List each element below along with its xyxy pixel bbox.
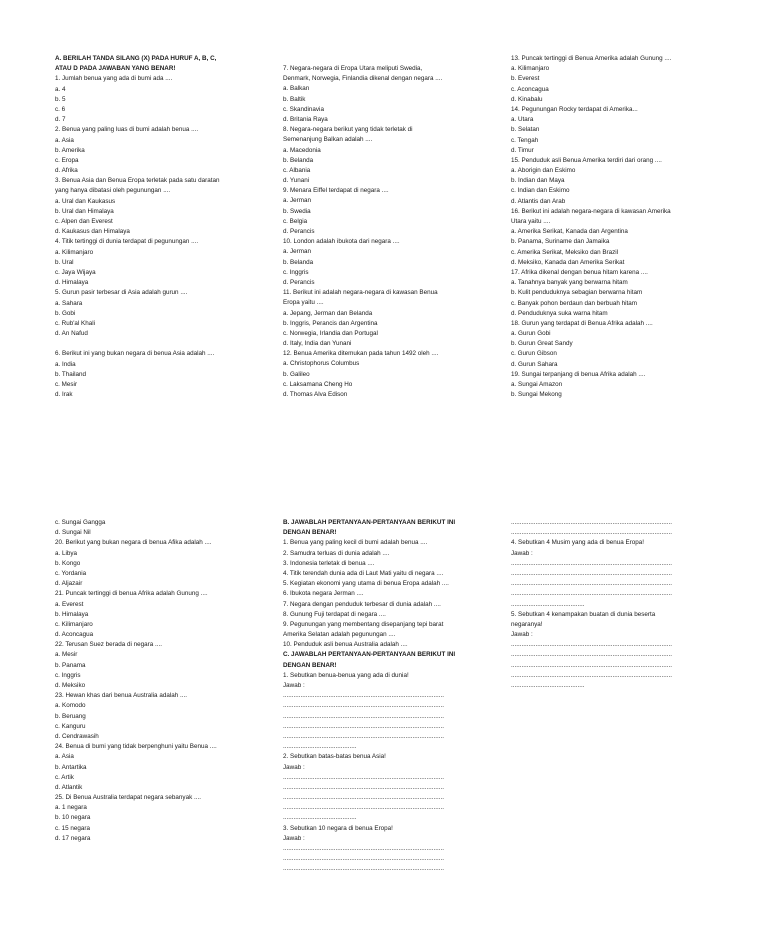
text-line: Jawab :: [283, 834, 305, 842]
text-line: b. Sungai Mekong: [511, 391, 562, 399]
text-line: d. Atlantik: [55, 783, 83, 791]
text-line: b. Panama, Suriname dan Jamaika: [511, 238, 610, 246]
text-line: c. Sungai Gangga: [55, 519, 106, 526]
text-line: a. Balkan: [283, 85, 310, 93]
text-line: 13. Puncak tertinggi di Benua Amerika adalah Gunung ....: [511, 55, 672, 62]
text-line: 16. Berikut ini adalah negara-negara di kawasan Amerika: [511, 207, 671, 215]
text-line: b. Galileo: [283, 370, 310, 378]
text-line: c. Kilimanjaro: [55, 620, 93, 628]
text-line: 1. Jumlah benua yang ada di bumi ada ....: [55, 75, 173, 83]
text-line: a. Asia: [55, 136, 74, 144]
text-line: DENGAN BENAR!: [283, 661, 337, 669]
text-line: b. Kulit penduduknya sebagian berwarna hitam: [511, 289, 643, 297]
text-line: a. Sungai Amazon: [511, 381, 563, 388]
text-line: d. Italy, India dan Yunani: [283, 340, 352, 348]
text-line: ............................................................................................: [283, 702, 444, 710]
column-top-right: [511, 54, 671, 400]
text-line: c. Rub'al Khali: [55, 319, 96, 327]
text-line: B. JAWABLAH PERTANYAAN-PERTANYAAN BERIKUT INI: [283, 519, 456, 526]
text-line: a. Libya: [55, 549, 78, 557]
text-line: c. Mesir: [55, 381, 78, 388]
text-line: b. Inggris, Perancis dan Argentina: [283, 319, 378, 327]
text-line: 17. Afrika dikenal dengan benua hitam karena ....: [511, 268, 648, 276]
text-line: c. Amerika Serikat, Meksiko dan Brazil: [511, 248, 619, 256]
text-line: d. Meksiko, Kanada dan Amerika Serikat: [511, 258, 625, 266]
text-line: ..........................................: [283, 743, 357, 751]
text-line: a. Jepang, Jerman dan Belanda: [283, 309, 373, 317]
text-line: yang hanya dibatasi oleh pegunungan ....: [55, 187, 171, 195]
text-line: d. Kaukasus dan Himalaya: [55, 228, 130, 236]
text-line: Jawab :: [283, 763, 305, 771]
text-line: b. Indian dan Maya: [511, 177, 565, 185]
text-line: ATAU D PADA JAWABAN YANG BENAR!: [55, 65, 176, 73]
text-line: DENGAN BENAR!: [283, 529, 337, 537]
text-line: 9. Pegunungan yang membentang disepanjang tepi barat: [283, 620, 444, 628]
text-line: a. Kilimanjaro: [55, 248, 94, 256]
text-line: d. Meksiko: [55, 682, 86, 689]
text-line: 18. Gurun yang terdapat di Benua Afrika adalah ....: [511, 319, 653, 327]
text-line: a. Asia: [55, 753, 74, 761]
text-line: d. Afrika: [55, 167, 78, 175]
text-line: 10. London adalah ibukota dari negara ....: [283, 238, 400, 246]
text-line: d. Timur: [511, 146, 534, 154]
text-line: 1. Sebutkan benua-benua yang ada di dunia!: [283, 671, 409, 679]
text-line: c. Artik: [55, 773, 74, 781]
text-line: Denmark, Norwegia, Finlandia dikenal dengan negara ....: [283, 75, 443, 83]
text-line: ............................................................................................: [283, 865, 444, 873]
text-line: ............................................................................................: [511, 661, 672, 669]
text-line: ............................................................................................: [283, 855, 444, 863]
text-line: c. Albania: [283, 166, 311, 174]
text-line: d. An Nafud: [55, 330, 88, 338]
text-line: 6. Berikut ini yang bukan negara di benua Asia adalah ....: [55, 350, 215, 358]
text-line: Amerika Selatan adalah pegunungan ....: [283, 631, 396, 639]
text-line: b. Swedia: [283, 207, 311, 215]
text-line: 9. Menara Eiffel terdapat di negara ....: [283, 187, 389, 195]
text-line: 8. Gunung Fuji terdapat di negara ....: [283, 610, 386, 618]
text-line: 24. Benua di bumi yang tidak berpenghuni yaitu Benua ....: [55, 743, 217, 751]
text-line: d. Aljazair: [55, 580, 83, 588]
text-line: 7. Negara-negara di Eropa Utara meliputi Swedia,: [283, 65, 423, 72]
text-line: 6. Ibukota negara Jerman ....: [283, 590, 364, 598]
text-line: 11. Berikut ini adalah negara-negara di kawasan Benua: [283, 289, 438, 297]
text-line: 20. Berikut yang bukan negara di benua Afika adalah ....: [55, 539, 212, 547]
text-line: b. Everest: [511, 75, 540, 83]
text-line: c. Indian dan Eskimo: [511, 187, 570, 195]
text-line: Semenanjung Balkan adalah ....: [283, 136, 373, 144]
text-line: d. Cendrawasih: [55, 732, 99, 740]
text-line: Jawab :: [283, 682, 305, 689]
text-line: b. Amerika: [55, 146, 85, 154]
text-line: [55, 339, 220, 349]
text-line: 1. Benua yang paling kecil di bumi adalah benua ....: [283, 539, 428, 547]
text-line: b. Selatan: [511, 126, 540, 134]
text-line: d. Aconcagua: [55, 631, 94, 639]
text-line: d. 7: [55, 116, 66, 124]
text-line: ..........................................: [283, 814, 357, 822]
text-line: 3. Indonesia terletak di benua ....: [283, 559, 375, 567]
text-line: b. Ural: [55, 258, 74, 266]
text-line: 4. Sebutkan 4 Musim yang ada di benua Eropa!: [511, 539, 645, 547]
text-line: a. Jerman: [283, 197, 311, 205]
text-line: c. Inggris: [283, 268, 309, 276]
text-line: 5. Gurun pasir terbesar di Asia adalah gurun ....: [55, 289, 188, 297]
text-line: ..........................................: [511, 682, 585, 689]
text-line: c. Jaya Wijaya: [55, 268, 96, 276]
text-line: c. Tengah: [511, 136, 539, 144]
text-line: b. Panama: [55, 661, 86, 669]
text-line: 19. Sungai terpanjang di benua Afrika adalah ....: [511, 370, 646, 378]
text-line: b. 10 negara: [55, 814, 91, 822]
text-line: ............................................................................................: [511, 569, 672, 577]
text-line: a. Amerika Serikat, Kanada dan Argentina: [511, 228, 628, 236]
column-top-left: [55, 54, 220, 400]
text-line: 4. Titik tertinggi di dunia terdapat di pegunungan ....: [55, 238, 199, 246]
text-line: d. Perancis: [283, 228, 315, 235]
text-line: c. Banyak pohon berdaun dan berbuah hitam: [511, 299, 638, 307]
text-line: d. Thomas Alva Edison: [283, 391, 348, 398]
text-line: d. Irak: [55, 391, 73, 399]
text-line: ............................................................................................: [283, 732, 444, 740]
text-line: d. Britania Raya: [283, 115, 328, 123]
text-line: b. Belanda: [283, 156, 314, 164]
text-line: ............................................................................................: [283, 692, 444, 700]
text-line: b. 5: [55, 95, 66, 103]
text-line: a. Everest: [55, 600, 84, 608]
text-line: a. India: [55, 360, 76, 368]
text-line: 14. Pegunungan Rocky terdapat di Amerika...: [511, 105, 638, 113]
text-line: d. 17 negara: [55, 834, 91, 842]
column-bottom-right: [511, 518, 672, 691]
text-line: b. Beruang: [55, 712, 86, 720]
text-line: A. BERILAH TANDA SILANG (X) PADA HURUF A, B, C,: [55, 55, 217, 62]
text-line: a. Sahara: [55, 299, 83, 307]
text-line: 21. Puncak tertinggi di benua Afrika adalah Gunung ....: [55, 590, 208, 598]
text-line: c. 6: [55, 105, 66, 113]
text-line: ............................................................................................: [283, 794, 444, 802]
text-line: ............................................................................................: [283, 712, 444, 720]
text-line: b. Antartika: [55, 763, 87, 771]
text-line: d. Yunani: [283, 177, 310, 185]
column-bottom-middle: [283, 518, 455, 875]
text-line: a. Tanahnya banyak yang berwarna hitam: [511, 279, 628, 287]
text-line: d. Penduduknya suka warna hitam: [511, 309, 608, 317]
text-line: 3. Sebutkan 10 negara di benua Eropa!: [283, 824, 393, 832]
text-line: ............................................................................................: [283, 845, 444, 852]
text-line: c. Alpen dan Everest: [55, 218, 113, 225]
text-line: a. 1 negara: [55, 804, 87, 812]
text-line: a. Komodo: [55, 702, 86, 710]
text-line: ............................................................................................: [511, 519, 672, 526]
text-line: ............................................................................................: [511, 671, 672, 679]
text-line: 15. Penduduk asli Benua Amerika terdiri dari orang ....: [511, 156, 662, 164]
text-line: ............................................................................................: [511, 590, 672, 598]
column-top-middle: [283, 64, 442, 400]
text-line: a. Gurun Gobi: [511, 330, 551, 338]
text-line: d. Atlantis dan Arab: [511, 197, 566, 205]
text-line: Eropa yaitu ....: [283, 299, 324, 307]
text-line: ............................................................................................: [511, 559, 672, 567]
text-line: ..........................................: [511, 600, 585, 608]
text-line: d. Perancis: [283, 278, 315, 286]
text-line: c. Norwegia, Irlandia dan Portugal: [283, 329, 378, 337]
text-line: a. Ural dan Kaukasus: [55, 197, 116, 205]
text-line: 10. Penduduk asli benua Australia adalah ....: [283, 641, 408, 649]
text-line: ............................................................................................: [511, 641, 672, 649]
text-line: ............................................................................................: [283, 722, 444, 730]
text-line: ............................................................................................: [511, 529, 672, 537]
text-line: Utara yaitu ....: [511, 218, 551, 225]
text-line: d. Gurun Sahara: [511, 360, 558, 368]
text-line: Jawab :: [511, 631, 533, 639]
text-line: ............................................................................................: [511, 651, 672, 659]
text-line: a. Aborigin dan Eskimo: [511, 167, 576, 175]
text-line: 23. Hewan khas dari benua Australia adalah ....: [55, 692, 187, 700]
column-bottom-left: [55, 518, 217, 844]
text-line: d. Kinabalu: [511, 95, 543, 103]
text-line: 22. Terusan Suez berada di negara ....: [55, 641, 163, 649]
text-line: c. Kanguru: [55, 722, 86, 730]
text-line: 2. Samudra terluas di dunia adalah ....: [283, 549, 390, 557]
text-line: ............................................................................................: [283, 773, 444, 781]
text-line: ............................................................................................: [283, 804, 444, 812]
text-line: b. Gurun Great Sandy: [511, 340, 573, 348]
text-line: a. Macedonia: [283, 146, 321, 154]
text-line: 7. Negara dengan penduduk terbesar di dunia adalah ....: [283, 600, 441, 608]
text-line: b. Thailand: [55, 370, 87, 378]
text-line: c. Gurun Gibson: [511, 350, 557, 358]
text-line: c. Inggris: [55, 671, 81, 679]
text-line: a. Jerman: [283, 248, 311, 256]
text-line: b. Ural dan Himalaya: [55, 207, 114, 215]
text-line: ............................................................................................: [283, 783, 444, 791]
text-line: b. Baltik: [283, 95, 306, 103]
text-line: Jawab :: [511, 549, 533, 557]
text-line: negaranya!: [511, 620, 543, 628]
text-line: ............................................................................................: [511, 580, 672, 588]
text-line: c. Laksamana Cheng Ho: [283, 380, 353, 388]
text-line: b. Belanda: [283, 258, 314, 266]
text-line: 2. Sebutkan batas-batas benua Asia!: [283, 753, 386, 761]
text-line: a. Mesir: [55, 651, 78, 659]
text-line: b. Gobi: [55, 309, 76, 317]
text-line: d. Himalaya: [55, 279, 89, 287]
text-line: 5. Sebutkan 4 kenampakan buatan di dunia beserta: [511, 610, 656, 618]
text-line: 8. Negara-negara berikut yang tidak terletak di: [283, 126, 413, 134]
text-line: a. Kilimanjaro: [511, 65, 550, 73]
text-line: c. Aconcagua: [511, 85, 549, 93]
text-line: C. JAWABLAH PERTANYAAN-PERTANYAAN BERIKUT INI: [283, 651, 456, 659]
text-line: a. Utara: [511, 116, 534, 124]
text-line: 12. Benua Amerika ditemukan pada tahun 1492 oleh ....: [283, 350, 439, 358]
text-line: c. Eropa: [55, 156, 79, 164]
text-line: c. Belgia: [283, 217, 308, 225]
text-line: 3. Benua Asia dan Benua Eropa terletak pada satu daratan: [55, 177, 220, 185]
text-line: c. Yordania: [55, 569, 87, 577]
text-line: 25. Di Benua Australia terdapat negara sebanyak ....: [55, 794, 201, 802]
text-line: c. 15 negara: [55, 824, 91, 832]
text-line: d. Sungai Nil: [55, 529, 91, 537]
text-line: c. Skandinavia: [283, 105, 324, 113]
text-line: 4. Titik terendah dunia ada di Laut Mati yaitu di negara ....: [283, 569, 444, 577]
text-line: a. Christophorus Columbus: [283, 360, 360, 368]
text-line: b. Himalaya: [55, 610, 89, 618]
text-line: a. 4: [55, 85, 66, 93]
text-line: 2. Benua yang paling luas di bumi adalah benua ....: [55, 126, 199, 134]
text-line: b. Kongo: [55, 559, 81, 567]
text-line: 5. Kegiatan ekonomi yang utama di benua Eropa adalah ....: [283, 580, 449, 588]
